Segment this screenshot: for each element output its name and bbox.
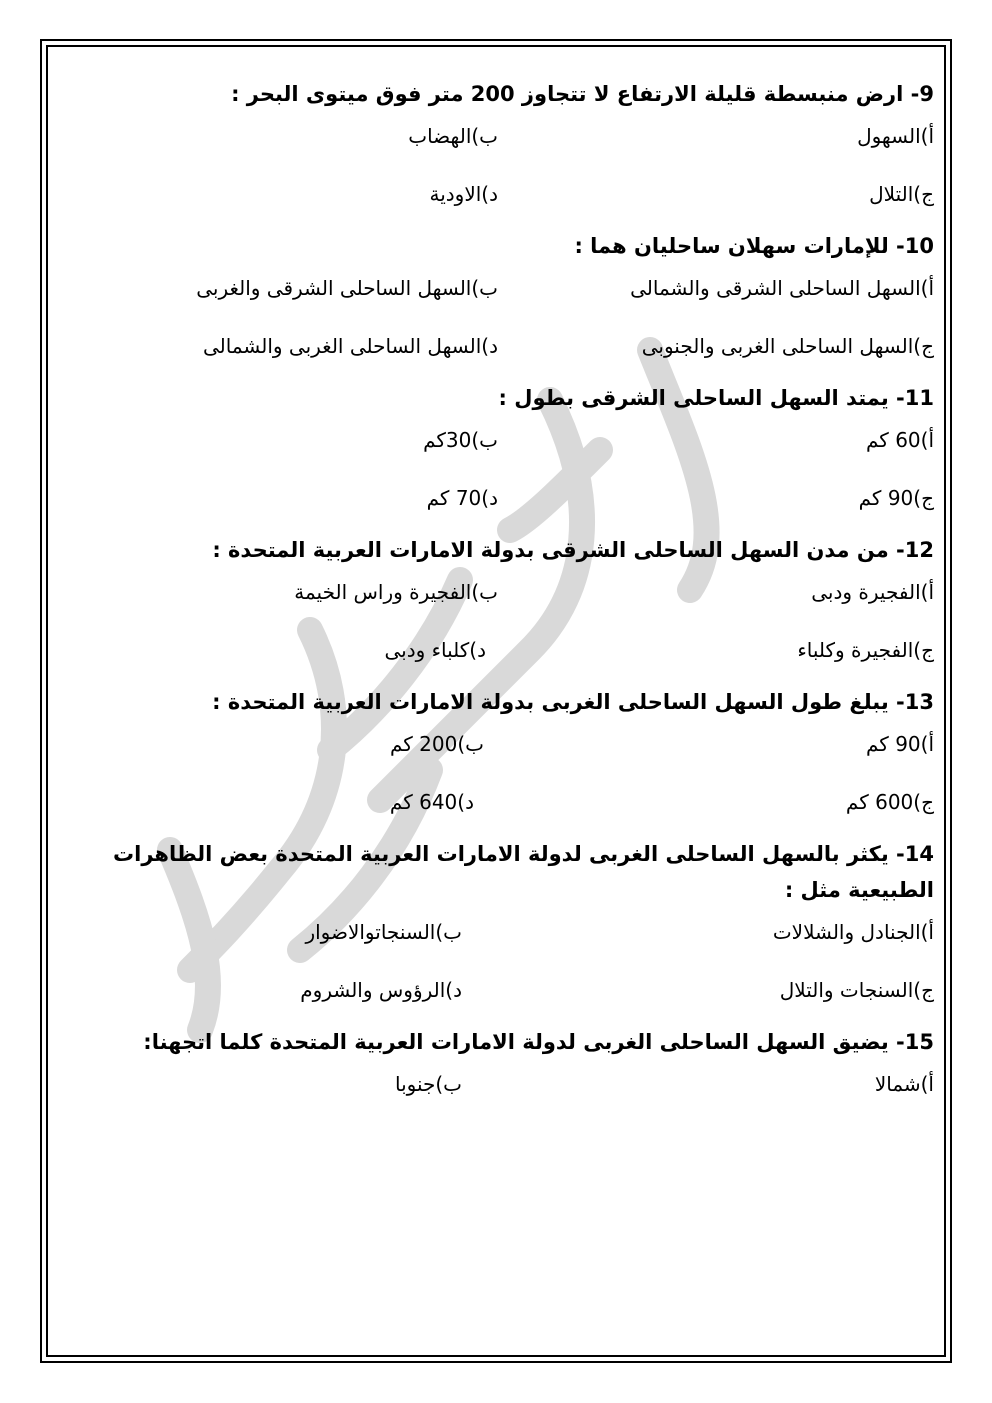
question-text: 14- يكثر بالسهل الساحلى الغربى لدولة الامارات العربية المتحدة بعض الظاهرات الطبيعية مثل : [113, 842, 934, 902]
options-row [58, 1060, 934, 1118]
option-c: ج)90 كم [858, 486, 934, 510]
question-text: 10- للإمارات سهلان ساحليان هما : [574, 234, 934, 258]
option-a: أ)الفجيرة ودبى [811, 580, 934, 604]
options-row [58, 474, 934, 532]
question-text: 11- يمتد السهل الساحلى الشرقى بطول : [498, 386, 934, 410]
option-d: د)كلباء ودبى [384, 638, 486, 662]
question-13 [58, 684, 934, 836]
question-text: 13- يبلغ طول السهل الساحلى الغربى بدولة الامارات العربية المتحدة : [212, 690, 934, 714]
options-row [58, 112, 934, 170]
option-a: أ)الجنادل والشلالات [772, 920, 934, 944]
options-row [58, 778, 934, 836]
options-row [58, 908, 934, 966]
option-d: د)الرؤوس والشروم [300, 978, 462, 1002]
options-row [58, 416, 934, 474]
question-text: 9- ارض منبسطة قليلة الارتفاع لا تتجاوز 200 متر فوق ميتوى البحر : [231, 82, 934, 106]
question-15 [58, 1024, 934, 1118]
option-d: د)70 كم [426, 486, 498, 510]
option-a: أ)60 كم [865, 428, 934, 452]
question-11 [58, 380, 934, 532]
option-b: ب)200 كم [389, 732, 484, 756]
options-row [58, 264, 934, 322]
question-10 [58, 228, 934, 380]
option-d: د)الاودية [429, 182, 498, 206]
option-b: ب)30كم [423, 428, 498, 452]
option-d: د)640 كم [389, 790, 474, 814]
option-c: ج)600 كم [845, 790, 934, 814]
options-row [58, 568, 934, 626]
question-14 [58, 836, 934, 1024]
option-c: ج)السنجات والتلال [779, 978, 934, 1002]
question-list [58, 76, 934, 1118]
option-b: ب)الهضاب [408, 124, 498, 148]
option-a: أ)شمالا [874, 1072, 934, 1096]
options-row [58, 170, 934, 228]
option-c: ج)التلال [869, 182, 934, 206]
option-b: ب)السنجاتوالاضوار [305, 920, 462, 944]
option-b: ب)السهل الساحلى الشرقى والغربى [196, 276, 498, 300]
options-row [58, 966, 934, 1024]
options-row [58, 322, 934, 380]
option-a: أ)السهول [857, 124, 934, 148]
question-9 [58, 76, 934, 228]
option-d: د)السهل الساحلى الغربى والشمالى [202, 334, 498, 358]
option-b: ب)جنوبا [394, 1072, 462, 1096]
options-row [58, 720, 934, 778]
option-c: ج)السهل الساحلى الغربى والجنوبى [641, 334, 934, 358]
options-row [58, 626, 934, 684]
option-a: أ)90 كم [865, 732, 934, 756]
option-b: ب)الفجيرة وراس الخيمة [294, 580, 498, 604]
question-12 [58, 532, 934, 684]
question-text: 15- يضيق السهل الساحلى الغربى لدولة الامارات العربية المتحدة كلما اتجهنا: [143, 1030, 934, 1054]
option-a: أ)السهل الساحلى الشرقى والشمالى [630, 276, 934, 300]
option-c: ج)الفجيرة وكلباء [797, 638, 934, 662]
question-text: 12- من مدن السهل الساحلى الشرقى بدولة الامارات العربية المتحدة : [212, 538, 934, 562]
